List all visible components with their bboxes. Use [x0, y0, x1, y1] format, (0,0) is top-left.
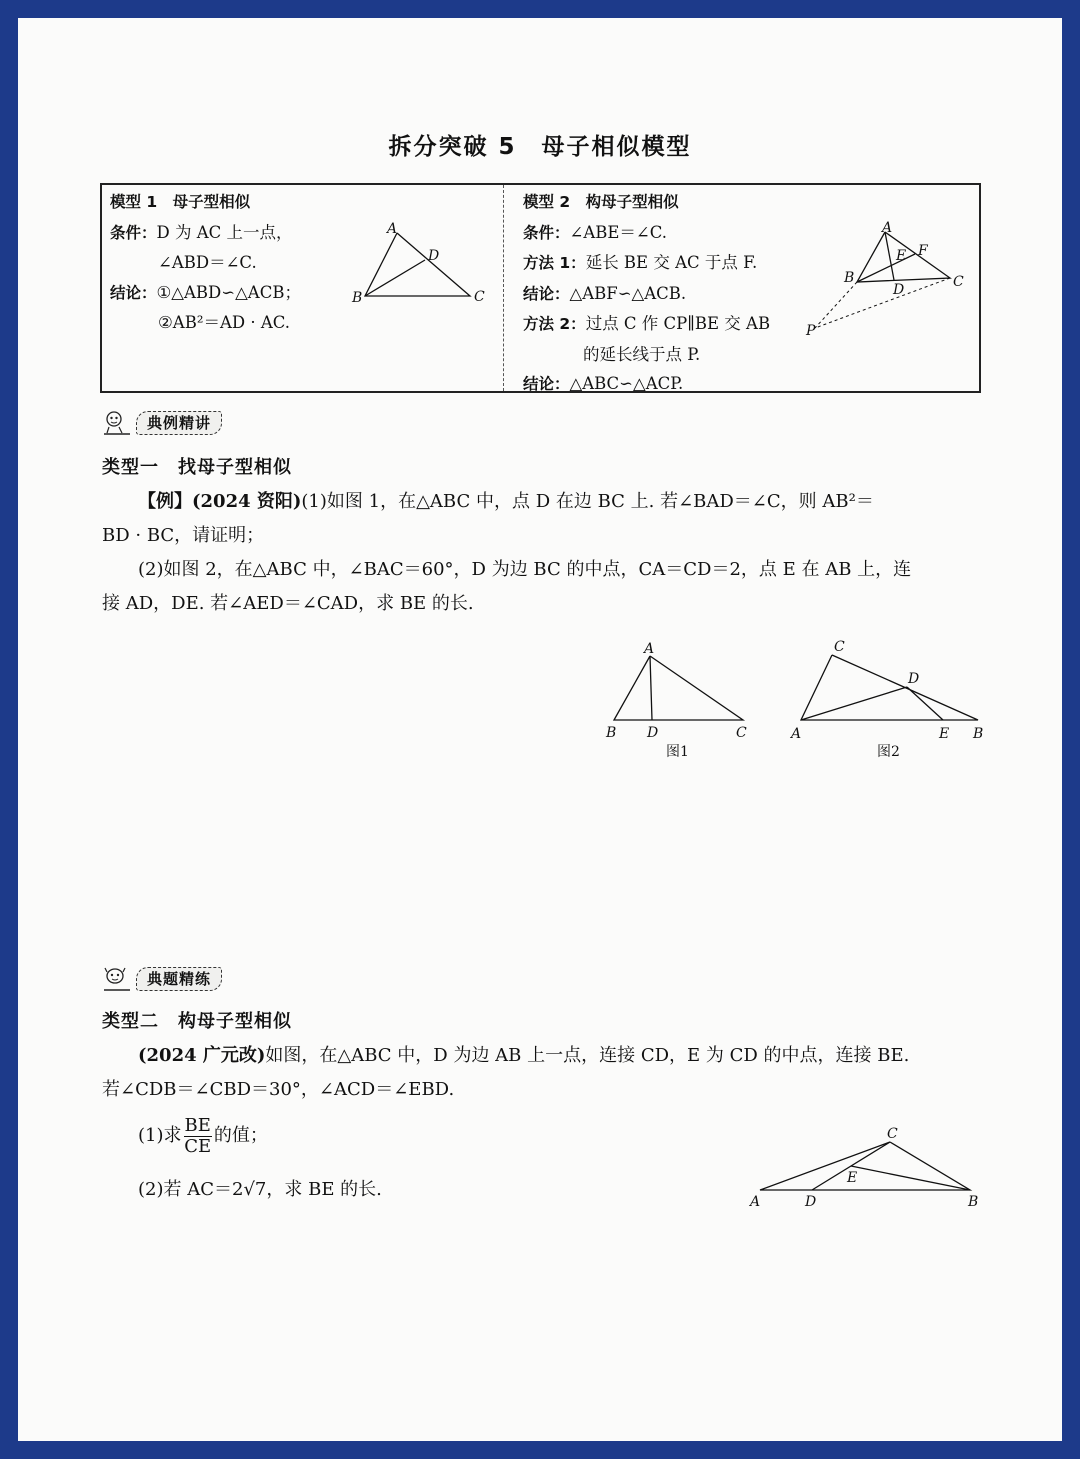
fig1-label-a: A [644, 641, 655, 657]
model1-condition-1: D 为 AC 上一点， [156, 222, 293, 242]
exercise-source: (2024 广元改) [138, 1045, 266, 1066]
exercise-line1: 如图，在△ABC 中，D 为边 AB 上一点，连接 CD，E 为 CD 的中点，连接 BE. [265, 1045, 910, 1066]
fig2-label-a: A [791, 726, 802, 742]
section1-badge-label: 典例精讲 [136, 411, 222, 435]
fig2-caption: 图2 [877, 744, 900, 760]
exfig-label-e: E [847, 1170, 858, 1186]
model1-heading: 模型 1 母子型相似 [110, 193, 251, 211]
page-title: 拆分突破 5 母子相似模型 [388, 134, 692, 160]
exfig-label-c: C [887, 1126, 898, 1142]
model1-conclusion-1: ①△ABD∽△ACB； [156, 282, 301, 302]
fig2-label-c: C [834, 639, 845, 655]
model2-method2-line2: 的延长线于点 P. [583, 344, 701, 364]
cartoon-icon [102, 410, 132, 436]
model1-label-a: A [387, 221, 398, 237]
model2-method2-line1: 过点 C 作 CP∥BE 交 AB [585, 314, 771, 333]
exercise-q1 [138, 1112, 268, 1160]
model2-label-e: E [896, 248, 907, 264]
model2-segment-ad [885, 232, 894, 280]
model1-figure [345, 218, 495, 310]
model2-conclusion1: △ABF∽△ACB. [569, 283, 687, 303]
fig2-label-b: B [973, 726, 984, 742]
section2-badge [102, 965, 222, 993]
model1-text [110, 187, 301, 338]
model2-label-f: F [918, 243, 928, 259]
model2-method1-label: 方法 1： [523, 254, 586, 272]
model2-label-b: B [844, 270, 855, 286]
q1-prefix: (1)求 [138, 1125, 182, 1146]
exfig-segment-eb [851, 1166, 970, 1190]
fig1-caption: 图1 [666, 744, 689, 760]
model2-dashed-cp [815, 278, 950, 328]
cartoon-icon [102, 966, 132, 992]
model2-label-a: A [882, 220, 893, 236]
section1-problem [102, 485, 911, 621]
model2-label-c: C [953, 274, 964, 290]
fig1-label-c: C [736, 725, 747, 741]
model2-heading: 模型 2 构母子型相似 [523, 193, 679, 211]
model1-label-c: C [474, 289, 485, 305]
fig2-triangle [801, 655, 978, 720]
model1-label-d: D [428, 248, 440, 264]
section2-type-heading: 类型二 构母子型相似 [102, 1011, 292, 1032]
section2-badge-label: 典题精练 [136, 967, 222, 991]
example-line2: BD · BC，请证明； [102, 525, 265, 546]
exercise-figure [745, 1122, 985, 1214]
q1-denominator: CE [184, 1135, 212, 1157]
fig1-segment-ad [650, 656, 652, 720]
figure-2 [785, 634, 990, 766]
model2-dashed-bp [815, 282, 857, 328]
example-line1: (1)如图 1，在△ABC 中，点 D 在边 BC 上. 若∠BAD＝∠C，则 AB²＝ [301, 491, 874, 512]
section1-type-heading: 类型一 找母子型相似 [102, 457, 292, 478]
model2-method1: 延长 BE 交 AC 于点 F. [585, 253, 758, 272]
example-source: (2024 资阳) [192, 491, 302, 512]
model2-conclusion2: △ABC∽△ACP. [569, 374, 684, 393]
fig2-segment-ad [801, 687, 907, 720]
fig2-label-d: D [908, 671, 920, 687]
example-label: 【例】 [138, 491, 192, 512]
model2-condition-label: 条件： [523, 223, 570, 242]
exfig-label-b: B [968, 1194, 979, 1210]
model1-label-b: B [352, 290, 363, 306]
fig1-label-d: D [647, 725, 659, 741]
model1-conclusion-2: ②AB²＝AD · AC. [158, 313, 291, 332]
model1-condition-2: ∠ABD＝∠C. [158, 253, 257, 272]
fig2-segment-de [907, 687, 943, 720]
model2-condition: ∠ABE＝∠C. [569, 222, 668, 242]
exfig-label-d: D [805, 1194, 817, 1210]
model2-conclusion1-label: 结论： [523, 284, 570, 303]
fig1-triangle [614, 656, 743, 720]
model2-conclusion2-label: 结论： [523, 375, 570, 393]
model2-figure [800, 218, 975, 343]
exfig-label-a: A [750, 1194, 761, 1210]
exercise-line2: 若∠CDB＝∠CBD＝30°，∠ACD＝∠EBD. [102, 1079, 455, 1100]
model1-condition-label: 条件： [110, 223, 157, 242]
exfig-triangle [760, 1142, 970, 1190]
figure-1 [600, 636, 760, 766]
fig2-label-e: E [939, 726, 950, 742]
model2-segment-bf [857, 254, 915, 282]
example-line4: 接 AD，DE. 若∠AED＝∠CAD，求 BE 的长. [102, 593, 474, 614]
model2-label-p: P [806, 323, 816, 339]
model2-label-d: D [893, 282, 905, 298]
model-divider [503, 185, 504, 391]
section1-badge [102, 409, 222, 437]
model2-method2-label: 方法 2： [523, 315, 586, 333]
q1-numerator: BE [184, 1114, 211, 1136]
section2-problem [102, 1039, 909, 1107]
q1-suffix: 的值； [213, 1125, 268, 1146]
model2-text [523, 187, 770, 400]
model1-conclusion-label: 结论： [110, 283, 157, 302]
q1-fraction [184, 1116, 212, 1157]
example-line3: (2)如图 2，在△ABC 中，∠BAC＝60°，D 为边 BC 的中点，CA＝CD＝2，点 E 在 AB 上，连 [138, 559, 912, 580]
fig1-label-b: B [606, 725, 617, 741]
exercise-q2: (2)若 AC＝2√7，求 BE 的长. [138, 1179, 382, 1200]
